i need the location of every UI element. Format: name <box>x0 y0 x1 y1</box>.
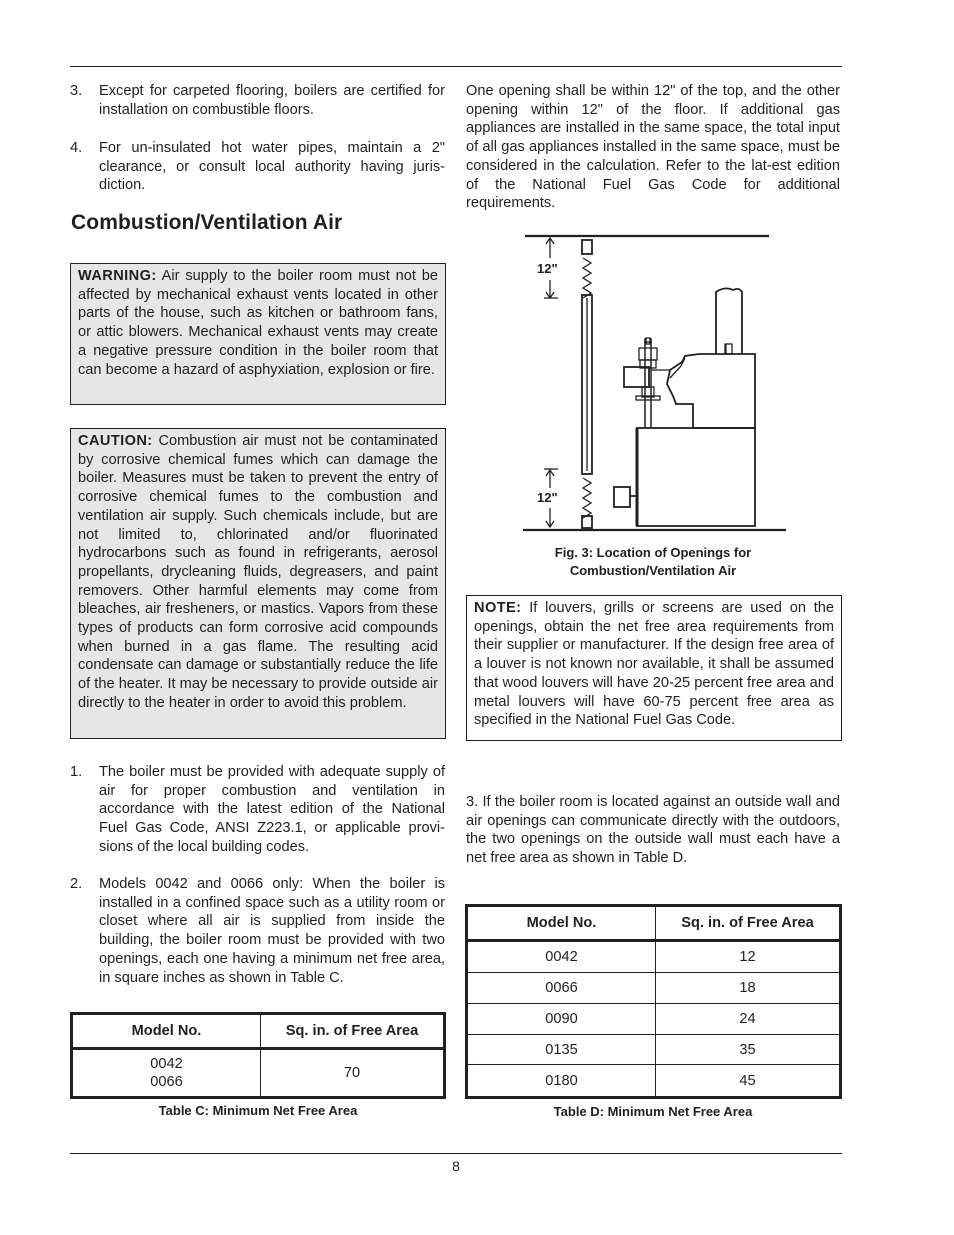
list-text: The boiler must be provided with adequate supply of air for proper combustion and ventilation in accordance with the latest edition of the National Fuel Gas Code, ANSI Z223.1, or applicable provi-sions of the local building codes. <box>99 764 445 855</box>
table-cell-model <box>72 1049 261 1098</box>
bottom-dimension-label: 12" <box>537 490 558 505</box>
table-cell-model: 0066 <box>467 973 656 1004</box>
table-row <box>467 1065 841 1098</box>
right-paragraph-3: 3. If the boiler room is located against an outside wall and air openings can communicate directly with the outdoors, the two openings on the outside wall must each have a net free area as shown in Table D. <box>466 794 840 867</box>
section-heading: Combustion/Ventilation Air <box>71 211 343 234</box>
table-header-area: Sq. in. of Free Area <box>261 1014 445 1049</box>
page-number: 8 <box>452 1158 460 1174</box>
table-cell-area: 35 <box>656 1034 841 1065</box>
table-header-area: Sq. in. of Free Area <box>656 906 841 941</box>
table-cell-area: 18 <box>656 973 841 1004</box>
warning-box <box>70 263 446 405</box>
list-text: Except for carpeted flooring, boilers are certified for installation on combustible floors. <box>99 83 445 118</box>
table-cell-area: 12 <box>656 941 841 973</box>
warning-text: Air supply to the boiler room must not be affected by mechanical exhaust vents located in other parts of the house, such as kitchen or bathroom fans, or attic blowers. Mechanical exhaust vents may create a negative pressure condition in the boiler room that can become a hazard of asphyxiation, explosion or fire. <box>78 268 438 378</box>
table-c <box>70 1012 446 1099</box>
table-cell-model: 0090 <box>467 1004 656 1035</box>
gas-valve <box>614 487 630 507</box>
list-number: 1. <box>70 764 83 780</box>
table-cell-model: 0180 <box>467 1065 656 1098</box>
list-number: 3. <box>70 83 83 99</box>
table-cell-area: 24 <box>656 1004 841 1035</box>
table-cell-model: 0042 <box>467 941 656 973</box>
table-row <box>467 973 841 1004</box>
table-cell-model: 0135 <box>467 1034 656 1065</box>
list-item-1 <box>70 763 445 857</box>
warning-label: WARNING: <box>78 268 157 284</box>
list-item-4 <box>70 139 445 195</box>
note-label: NOTE: <box>474 600 522 616</box>
table-cell-area: 70 <box>261 1049 445 1098</box>
note-box <box>466 595 842 741</box>
top-rule <box>70 66 842 67</box>
table-header-row <box>467 906 841 941</box>
top-dimension-label: 12" <box>537 261 558 276</box>
figure-openings-diagram <box>520 230 790 535</box>
table-row <box>467 941 841 973</box>
list-item-2 <box>70 875 445 987</box>
table-row <box>467 1034 841 1065</box>
list-text: Models 0042 and 0066 only: When the boiler is installed in a confined space such as a utility room or closet where all air is supplied from inside the building, the boiler room must be provided with two openings, each one having a minimum net free area, in square inches as shown in Table C. <box>99 876 445 986</box>
list-number: 4. <box>70 140 83 156</box>
boiler-body <box>637 428 755 526</box>
table-row <box>72 1049 445 1098</box>
table-d-caption: Table D: Minimum Net Free Area <box>553 1104 753 1119</box>
figure-caption <box>466 544 840 579</box>
table-header-model: Model No. <box>72 1014 261 1049</box>
note-text: If louvers, grills or screens are used on the openings, obtain the net free area requirements from their supplier or manufacturer. If the design free area of a louver is not known nor available, it shall be assumed that wood louvers will have 20-25 percent free area and metal louvers will have 60-75 percent free area as specified in the National Fuel Gas Code. <box>474 600 835 729</box>
figure-caption-line: Fig. 3: Location of Openings for <box>554 545 752 560</box>
table-header-row <box>72 1014 445 1049</box>
caution-label: CAUTION: <box>78 433 153 449</box>
table-header-model: Model No. <box>467 906 656 941</box>
caution-box <box>70 428 446 739</box>
table-c-caption: Table C: Minimum Net Free Area <box>158 1103 358 1118</box>
boiler-upper-housing <box>667 354 755 428</box>
table-d <box>465 904 842 1099</box>
list-text: For un-insulated hot water pipes, maintain a 2" clearance, or consult local authority having juris-diction. <box>99 140 445 194</box>
figure-caption-line: Combustion/Ventilation Air <box>569 562 737 578</box>
list-item-3 <box>70 82 445 119</box>
list-number: 2. <box>70 876 83 892</box>
caution-text: Combustion air must not be contaminated by corrosive chemical fumes which can damage the boiler. Measures must be taken to prevent the entry of corrosive chemical fumes to the combustion and ventilation air supply. Such chemicals include, but are not limited to, chlorinated and/or fluorinated hydrocarbons such as found in refrigerants, aerosol propellants, drycleaning fluids, degreasers, and paint removers. Other harmful elements may come from bleaches, air fresheners, or mastics. Vapors from these types of products can form corrosive acid compounds when burned in a gas flame. The resulting acid condensate can damage or substantially reduce the life of the heater. It may be necessary to provide outside air directly to the heater in order to avoid this problem. <box>78 433 438 711</box>
bottom-rule <box>70 1153 842 1154</box>
model-line: 0042 <box>150 1055 183 1072</box>
right-paragraph-1: One opening shall be within 12" of the top, and the other opening within 12" of the floor. If additional gas appliances are installed in the same space, the total input of all gas appliances installed in the same space, must be considered in the calculation. Refer to the lat-est edition of the National Fuel Gas Code for additional requirements. <box>466 83 840 212</box>
table-row <box>467 1004 841 1035</box>
model-line: 0066 <box>150 1074 183 1090</box>
upper-opening <box>582 240 592 254</box>
table-cell-area: 45 <box>656 1065 841 1098</box>
